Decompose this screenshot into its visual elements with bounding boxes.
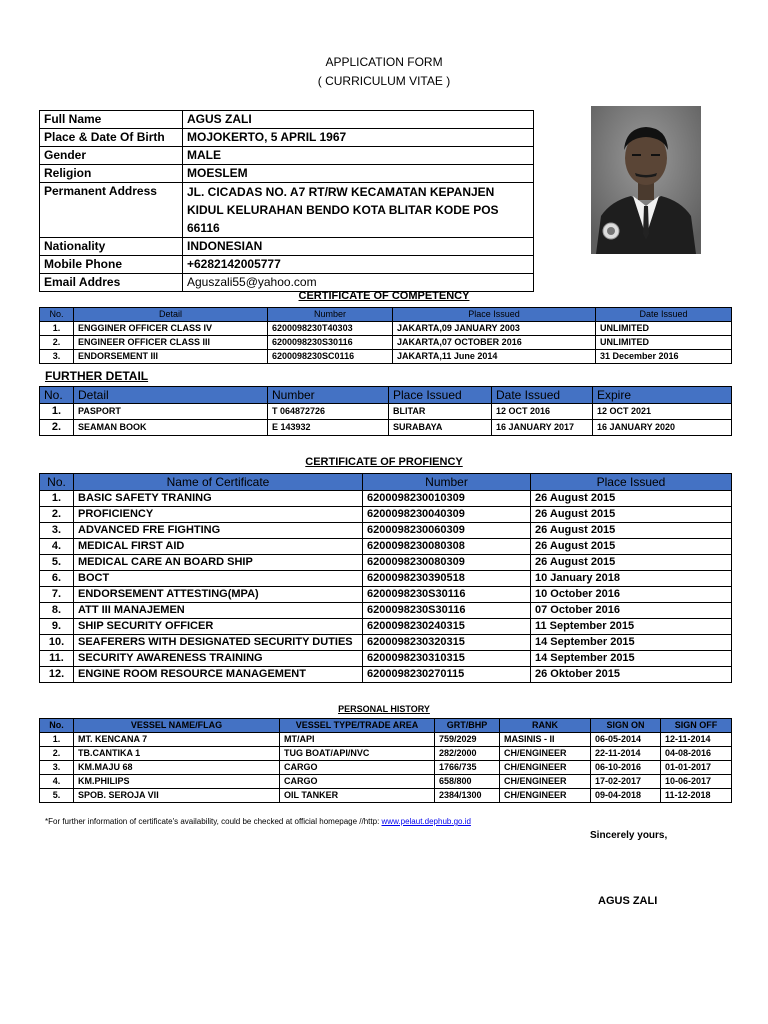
- table-cell: 6200098230SC0116: [268, 350, 393, 364]
- table-cell: T 064872726: [268, 404, 389, 420]
- religion-label: Religion: [40, 165, 183, 183]
- phone-value: +6282142005777: [183, 256, 534, 274]
- table-header-row: [40, 474, 732, 491]
- table-cell: MT/API: [280, 733, 435, 747]
- table-row: [40, 555, 732, 571]
- table-cell: 31 December 2016: [596, 350, 732, 364]
- table-row: [40, 111, 534, 129]
- column-header: Date Issued: [596, 308, 732, 322]
- table-cell: 10-06-2017: [661, 775, 732, 789]
- table-cell: TUG BOAT/API/NVC: [280, 747, 435, 761]
- availability-note: [45, 817, 471, 826]
- table-row: [40, 129, 534, 147]
- table-cell: 26 August 2015: [531, 491, 732, 507]
- table-cell: CH/ENGINEER: [500, 775, 591, 789]
- table-cell: 1.: [40, 733, 74, 747]
- table-cell: 2.: [40, 420, 74, 436]
- column-header: Date Issued: [492, 387, 593, 404]
- table-cell: 09-04-2018: [591, 789, 661, 803]
- table-cell: 14 September 2015: [531, 635, 732, 651]
- table-cell: CH/ENGINEER: [500, 789, 591, 803]
- table-cell: 6200098230270115: [363, 667, 531, 683]
- table-cell: SPOB. SEROJA VII: [74, 789, 280, 803]
- table-row: [40, 761, 732, 775]
- portrait-image: [591, 106, 701, 254]
- table-row: [40, 587, 732, 603]
- table-row: [40, 747, 732, 761]
- full-name-value: AGUS ZALI: [183, 111, 534, 129]
- table-cell: 11.: [40, 651, 74, 667]
- column-header: Expire: [593, 387, 732, 404]
- table-cell: 3.: [40, 523, 74, 539]
- column-header: VESSEL NAME/FLAG: [74, 719, 280, 733]
- column-header: Number: [363, 474, 531, 491]
- nationality-label: Nationality: [40, 238, 183, 256]
- table-row: [40, 322, 732, 336]
- table-cell: SEAMAN BOOK: [74, 420, 268, 436]
- table-row: [40, 651, 732, 667]
- column-header: No.: [40, 387, 74, 404]
- table-row: [40, 603, 732, 619]
- gender-value: MALE: [183, 147, 534, 165]
- table-cell: 26 August 2015: [531, 539, 732, 555]
- full-name-label: Full Name: [40, 111, 183, 129]
- table-cell: KM.PHILIPS: [74, 775, 280, 789]
- column-header: RANK: [500, 719, 591, 733]
- competency-title: CERTIFICATE OF COMPETENCY: [298, 290, 470, 302]
- column-header: SIGN OFF: [661, 719, 732, 733]
- table-cell: PASPORT: [74, 404, 268, 420]
- proficiency-table: [39, 473, 732, 683]
- table-row: [40, 274, 534, 292]
- table-cell: 3.: [40, 350, 74, 364]
- table-cell: 14 September 2015: [531, 651, 732, 667]
- table-cell: 6200098230310315: [363, 651, 531, 667]
- personal-history-table: [39, 718, 732, 803]
- note-text: *For further information of certificate's availability, could be checked at official homepage //http:: [45, 817, 382, 826]
- table-row: [40, 539, 732, 555]
- table-row: [40, 789, 732, 803]
- table-cell: 6200098230S30116: [268, 336, 393, 350]
- table-cell: E 143932: [268, 420, 389, 436]
- table-cell: 1.: [40, 322, 74, 336]
- table-cell: 12 OCT 2021: [593, 404, 732, 420]
- table-cell: 4.: [40, 775, 74, 789]
- table-cell: 9.: [40, 619, 74, 635]
- table-cell: 10.: [40, 635, 74, 651]
- table-cell: 6200098230080308: [363, 539, 531, 555]
- table-cell: ENGINEER OFFICER CLASS III: [74, 336, 268, 350]
- table-cell: SECURITY AWARENESS TRAINING: [74, 651, 363, 667]
- table-cell: PROFICIENCY: [74, 507, 363, 523]
- table-cell: UNLIMITED: [596, 322, 732, 336]
- table-row: [40, 507, 732, 523]
- table-row: [40, 420, 732, 436]
- column-header: Name of Certificate: [74, 474, 363, 491]
- table-row: [40, 350, 732, 364]
- table-cell: 658/800: [435, 775, 500, 789]
- table-cell: 6200098230240315: [363, 619, 531, 635]
- table-cell: 10 January 2018: [531, 571, 732, 587]
- column-header: Detail: [74, 387, 268, 404]
- table-row: [40, 523, 732, 539]
- birth-label: Place & Date Of Birth: [40, 129, 183, 147]
- table-header-row: [40, 308, 732, 322]
- table-cell: SEAFERERS WITH DESIGNATED SECURITY DUTIES: [74, 635, 363, 651]
- table-cell: 26 August 2015: [531, 507, 732, 523]
- table-cell: 22-11-2014: [591, 747, 661, 761]
- table-row: [40, 635, 732, 651]
- column-header: Detail: [74, 308, 268, 322]
- closing-text: Sincerely yours,: [590, 830, 668, 841]
- table-row: [40, 404, 732, 420]
- table-cell: 01-01-2017: [661, 761, 732, 775]
- table-cell: 6.: [40, 571, 74, 587]
- competency-table: [39, 307, 732, 364]
- profile-photo: [591, 106, 701, 254]
- phone-label: Mobile Phone: [40, 256, 183, 274]
- gender-label: Gender: [40, 147, 183, 165]
- table-cell: MASINIS - II: [500, 733, 591, 747]
- table-cell: 17-02-2017: [591, 775, 661, 789]
- table-cell: CARGO: [280, 761, 435, 775]
- birth-value: MOJOKERTO, 5 APRIL 1967: [183, 129, 534, 147]
- table-cell: 26 August 2015: [531, 523, 732, 539]
- homepage-link[interactable]: www.pelaut.dephub.go.id: [381, 817, 471, 826]
- table-cell: 6200098230S30116: [363, 587, 531, 603]
- history-title: PERSONAL HISTORY: [338, 704, 430, 714]
- table-cell: ATT III MANAJEMEN: [74, 603, 363, 619]
- table-cell: 26 Oktober 2015: [531, 667, 732, 683]
- table-cell: 4.: [40, 539, 74, 555]
- column-header: No.: [40, 474, 74, 491]
- table-cell: ENDORSEMENT ATTESTING(MPA): [74, 587, 363, 603]
- religion-value: MOESLEM: [183, 165, 534, 183]
- table-cell: SHIP SECURITY OFFICER: [74, 619, 363, 635]
- table-cell: ENGINE ROOM RESOURCE MANAGEMENT: [74, 667, 363, 683]
- table-cell: 06-05-2014: [591, 733, 661, 747]
- table-cell: 2384/1300: [435, 789, 500, 803]
- table-row: [40, 165, 534, 183]
- further-detail-title: FURTHER DETAIL: [45, 369, 149, 383]
- table-row: [40, 619, 732, 635]
- table-cell: 6200098230010309: [363, 491, 531, 507]
- table-cell: TB.CANTIKA 1: [74, 747, 280, 761]
- table-cell: 5.: [40, 789, 74, 803]
- table-header-row: [40, 387, 732, 404]
- table-cell: MEDICAL CARE AN BOARD SHIP: [74, 555, 363, 571]
- column-header: SIGN ON: [591, 719, 661, 733]
- table-cell: 26 August 2015: [531, 555, 732, 571]
- table-cell: ADVANCED FRE FIGHTING: [74, 523, 363, 539]
- table-cell: 6200098230390518: [363, 571, 531, 587]
- email-label: Email Addres: [40, 274, 183, 292]
- table-cell: 2.: [40, 507, 74, 523]
- table-row: [40, 147, 534, 165]
- table-cell: 6200098230T40303: [268, 322, 393, 336]
- table-cell: MT. KENCANA 7: [74, 733, 280, 747]
- column-header: Place Issued: [389, 387, 492, 404]
- nationality-value: INDONESIAN: [183, 238, 534, 256]
- table-cell: 04-08-2016: [661, 747, 732, 761]
- table-cell: 1766/735: [435, 761, 500, 775]
- table-cell: 7.: [40, 587, 74, 603]
- signature-name: AGUS ZALI: [598, 895, 658, 907]
- column-header: Number: [268, 308, 393, 322]
- proficiency-title: CERTIFICATE OF PROFIENCY: [305, 456, 463, 468]
- table-cell: 3.: [40, 761, 74, 775]
- table-row: [40, 238, 534, 256]
- table-cell: 2.: [40, 336, 74, 350]
- table-cell: ENDORSEMENT III: [74, 350, 268, 364]
- table-cell: BOCT: [74, 571, 363, 587]
- table-row: [40, 336, 732, 350]
- table-row: [40, 775, 732, 789]
- table-cell: UNLIMITED: [596, 336, 732, 350]
- table-cell: JAKARTA,11 June 2014: [393, 350, 596, 364]
- table-row: [40, 256, 534, 274]
- personal-details-table: [39, 110, 534, 292]
- table-cell: 8.: [40, 603, 74, 619]
- table-cell: 16 JANUARY 2020: [593, 420, 732, 436]
- table-cell: CARGO: [280, 775, 435, 789]
- column-header: No.: [40, 308, 74, 322]
- address-value: JL. CICADAS NO. A7 RT/RW KECAMATAN KEPANJEN KIDUL KELURAHAN BENDO KOTA BLITAR KODE POS 66116: [183, 183, 534, 238]
- table-cell: 6200098230320315: [363, 635, 531, 651]
- form-subtitle: ( CURRICULUM VITAE ): [317, 74, 451, 88]
- table-cell: 07 October 2016: [531, 603, 732, 619]
- table-cell: 11-12-2018: [661, 789, 732, 803]
- column-header: Place Issued: [393, 308, 596, 322]
- table-cell: 10 October 2016: [531, 587, 732, 603]
- further-detail-table: [39, 386, 732, 436]
- column-header: No.: [40, 719, 74, 733]
- table-cell: JAKARTA,09 JANUARY 2003: [393, 322, 596, 336]
- table-cell: 12-11-2014: [661, 733, 732, 747]
- table-cell: 11 September 2015: [531, 619, 732, 635]
- column-header: Number: [268, 387, 389, 404]
- table-cell: 12 OCT 2016: [492, 404, 593, 420]
- table-cell: CH/ENGINEER: [500, 747, 591, 761]
- column-header: Place Issued: [531, 474, 732, 491]
- table-row: [40, 733, 732, 747]
- table-cell: 1.: [40, 404, 74, 420]
- table-cell: MEDICAL FIRST AID: [74, 539, 363, 555]
- table-cell: 6200098230040309: [363, 507, 531, 523]
- table-cell: 6200098230080309: [363, 555, 531, 571]
- table-cell: CH/ENGINEER: [500, 761, 591, 775]
- table-cell: 6200098230S30116: [363, 603, 531, 619]
- table-cell: 12.: [40, 667, 74, 683]
- table-header-row: [40, 719, 732, 733]
- table-row: [40, 667, 732, 683]
- table-cell: 1.: [40, 491, 74, 507]
- table-cell: BASIC SAFETY TRANING: [74, 491, 363, 507]
- email-value: Aguszali55@yahoo.com: [183, 274, 534, 292]
- table-cell: ENGGINER OFFICER CLASS IV: [74, 322, 268, 336]
- table-cell: 16 JANUARY 2017: [492, 420, 593, 436]
- address-label: Permanent Address: [40, 183, 183, 238]
- table-cell: JAKARTA,07 OCTOBER 2016: [393, 336, 596, 350]
- table-cell: 06-10-2016: [591, 761, 661, 775]
- table-cell: 6200098230060309: [363, 523, 531, 539]
- table-row: [40, 571, 732, 587]
- form-title: APPLICATION FORM: [325, 55, 443, 69]
- table-row: [40, 183, 534, 238]
- table-cell: KM.MAJU 68: [74, 761, 280, 775]
- table-cell: 282/2000: [435, 747, 500, 761]
- table-row: [40, 491, 732, 507]
- table-cell: 759/2029: [435, 733, 500, 747]
- table-cell: SURABAYA: [389, 420, 492, 436]
- table-cell: 2.: [40, 747, 74, 761]
- column-header: GRT/BHP: [435, 719, 500, 733]
- table-cell: OIL TANKER: [280, 789, 435, 803]
- table-cell: BLITAR: [389, 404, 492, 420]
- column-header: VESSEL TYPE/TRADE AREA: [280, 719, 435, 733]
- table-cell: 5.: [40, 555, 74, 571]
